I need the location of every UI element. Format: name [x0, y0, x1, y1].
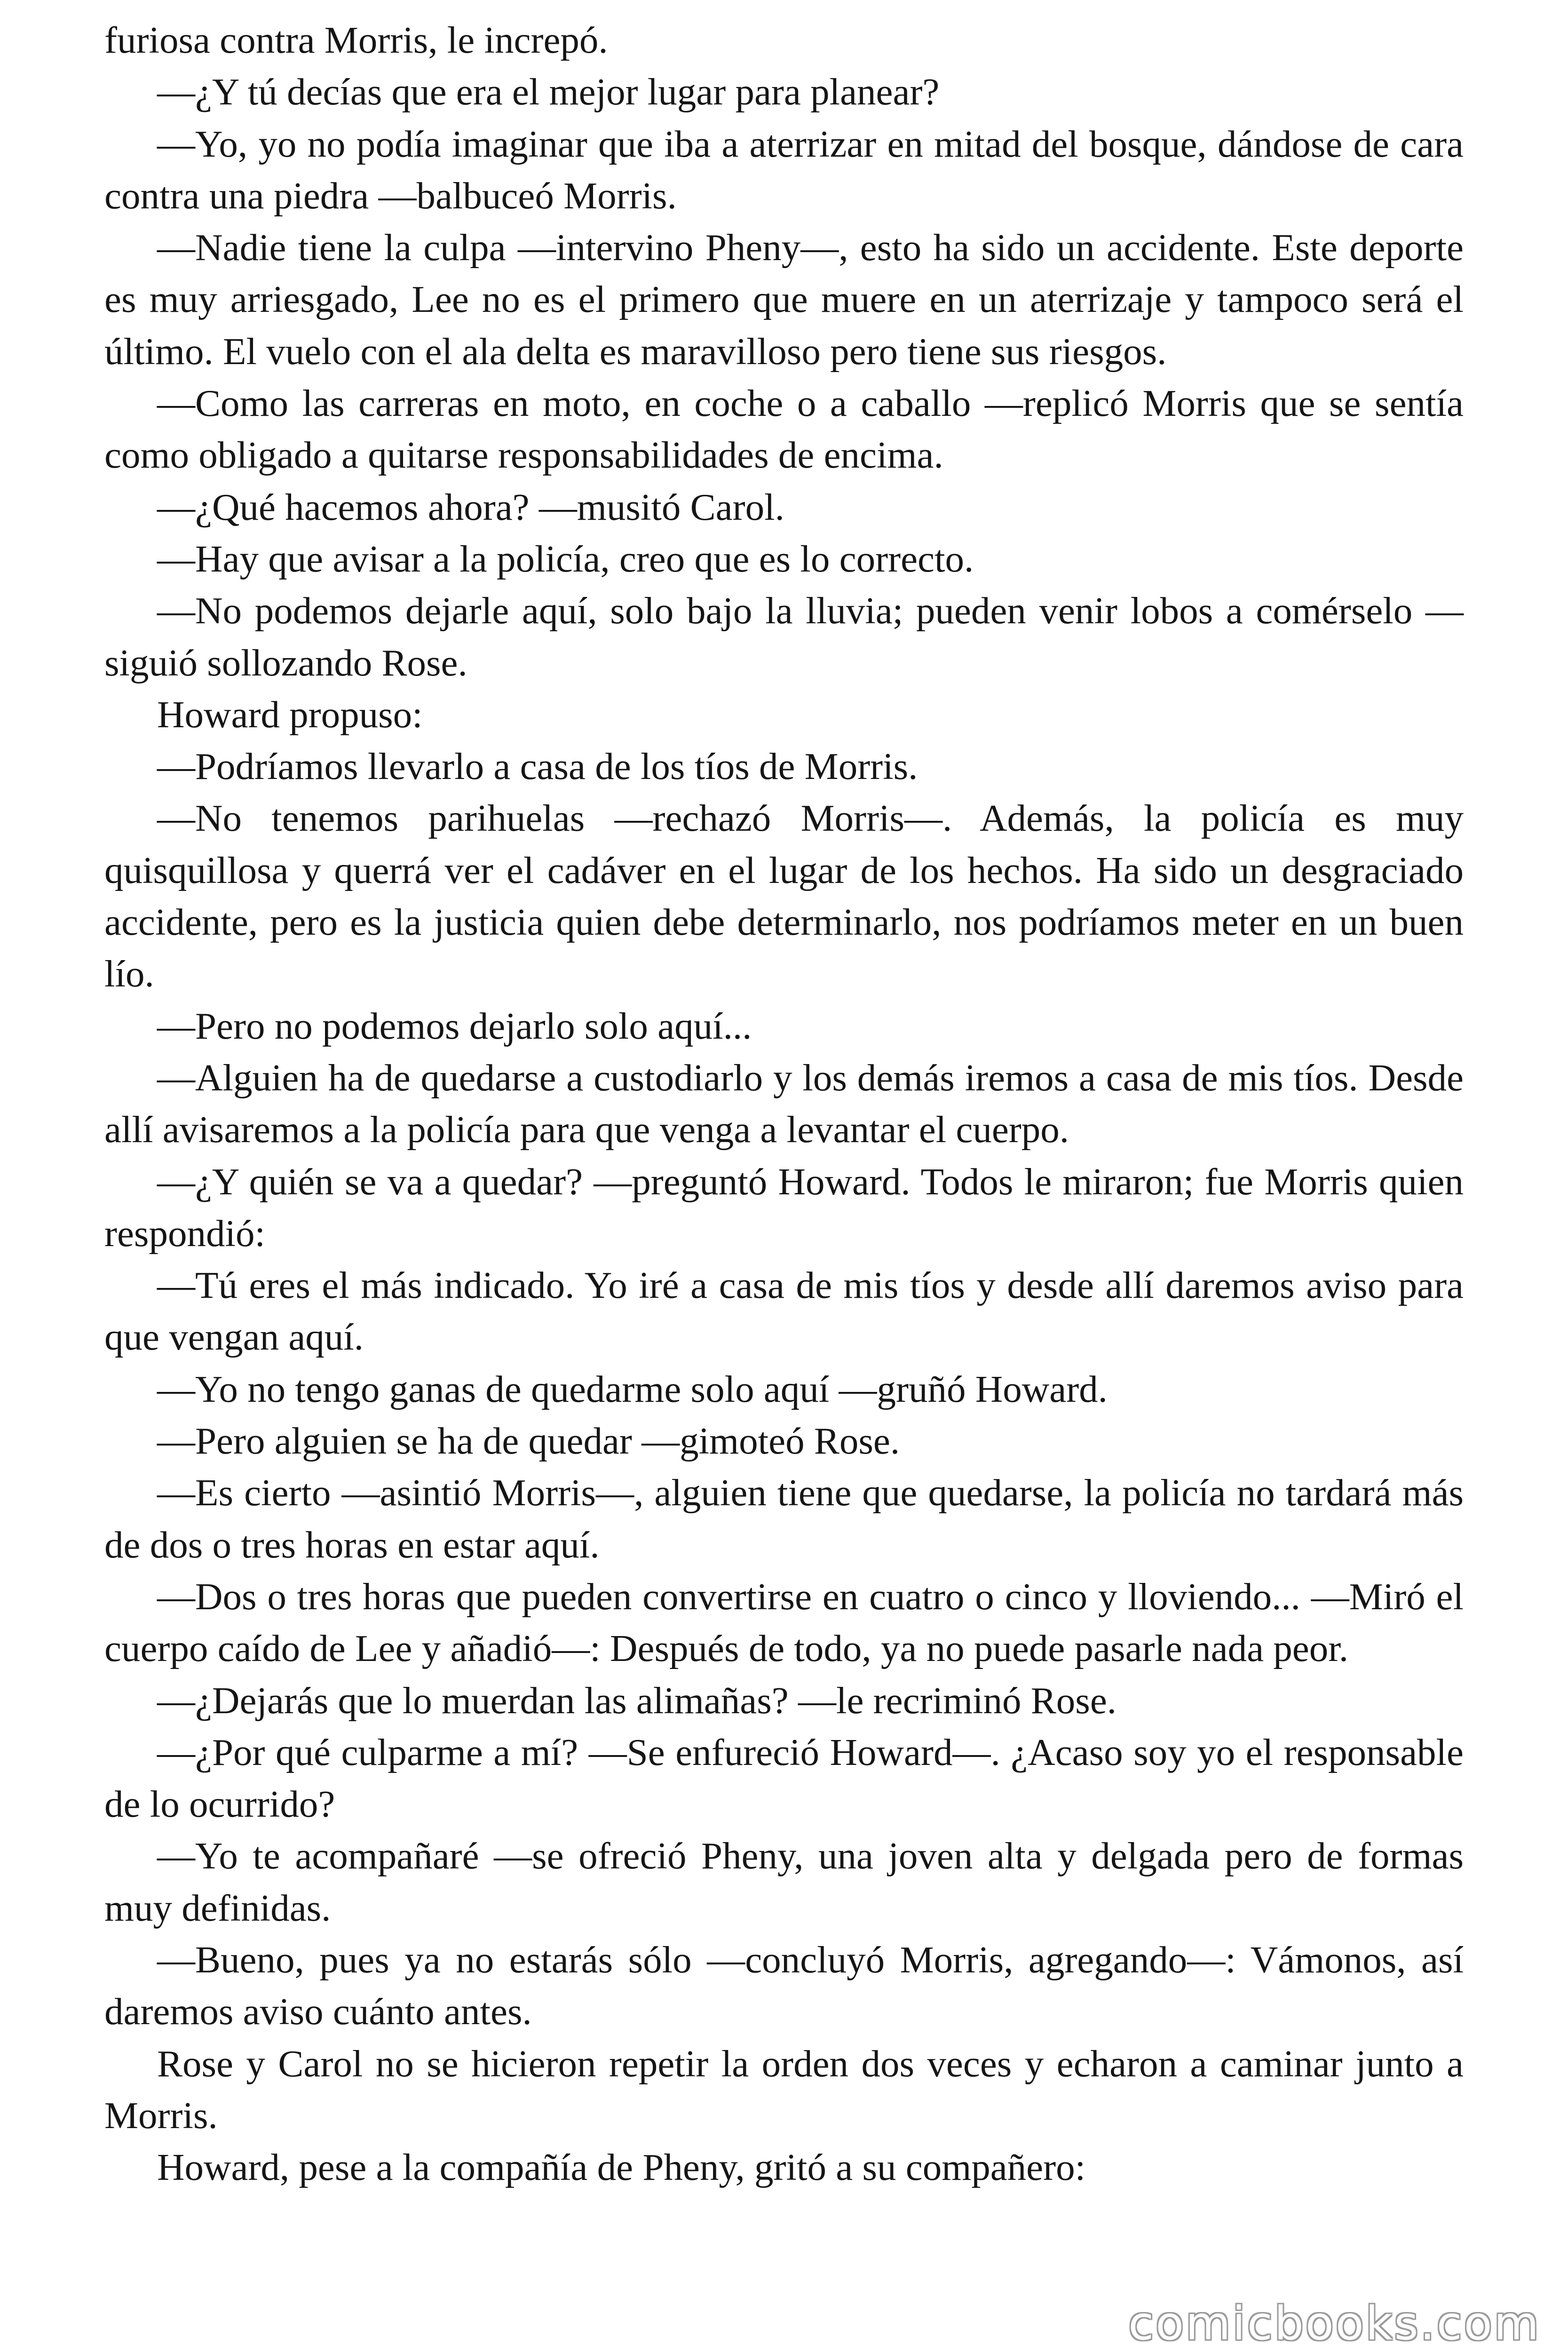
paragraph: —Dos o tres horas que pueden convertirse en cuatro o cinco y lloviendo... —Miró el cuerpo caído de Lee y añadió—: Después de todo, ya no puede pasarle nada peor.: [104, 1575, 1464, 1670]
paragraph: —No tenemos parihuelas —rechazó Morris—. Además, la policía es muy quisquillosa y querrá ver el cadáver en el lugar de los hechos. Ha sido un desgraciado accidente, pero es la justicia quien debe determinarlo, nos podríamos meter en un buen lío.: [104, 797, 1464, 995]
paragraph: —¿Y quién se va a quedar? —preguntó Howard. Todos le miraron; fue Morris quien respondió:: [104, 1160, 1464, 1255]
paragraph: —Como las carreras en moto, en coche o a caballo —replicó Morris que se sentía como obligado a quitarse responsabilidades de encima.: [104, 382, 1464, 477]
paragraph: —¿Dejarás que lo muerdan las alimañas? —le recriminó Rose.: [157, 1679, 1117, 1722]
paragraph: —Es cierto —asintió Morris—, alguien tiene que quedarse, la policía no tardará más de dos o tres horas en estar aquí.: [104, 1471, 1464, 1566]
paragraph: Howard propuso:: [157, 693, 423, 736]
paragraph: —¿Por qué culparme a mí? —Se enfureció Howard—. ¿Acaso soy yo el responsable de lo ocurrido?: [104, 1731, 1464, 1826]
paragraph: —Nadie tiene la culpa —intervino Pheny—, esto ha sido un accidente. Este deporte es muy arriesgado, Lee no es el primero que muere en un aterrizaje y tampoco será el último. El vuelo con el ala delta es maravilloso pero tiene sus riesgos.: [104, 226, 1464, 373]
paragraph: —No podemos dejarle aquí, solo bajo la lluvia; pueden venir lobos a comérselo —siguió sollozando Rose.: [104, 589, 1464, 684]
book-page: [104, 14, 1464, 2193]
paragraph: —Yo te acompañaré —se ofreció Pheny, una joven alta y delgada pero de formas muy definidas.: [104, 1835, 1464, 1929]
paragraph: —Yo no tengo ganas de quedarme solo aquí —gruñó Howard.: [157, 1367, 1108, 1410]
paragraph: —Bueno, pues ya no estarás sólo —concluyó Morris, agregando—: Vámonos, así daremos aviso cuánto antes.: [104, 1938, 1464, 2033]
paragraph: —Podríamos llevarlo a casa de los tíos de Morris.: [157, 745, 918, 788]
paragraph: —¿Y tú decías que era el mejor lugar para planear?: [157, 71, 940, 113]
paragraph: —Hay que avisar a la policía, creo que es lo correcto.: [157, 537, 974, 580]
watermark: comicbooks.com: [1128, 2297, 1541, 2351]
paragraph: —Tú eres el más indicado. Yo iré a casa de mis tíos y desde allí daremos aviso para que vengan aquí.: [104, 1264, 1464, 1359]
paragraph: —Pero alguien se ha de quedar —gimoteó Rose.: [157, 1420, 900, 1462]
paragraph: —¿Qué hacemos ahora? —musitó Carol.: [157, 485, 784, 528]
paragraph: —Alguien ha de quedarse a custodiarlo y los demás iremos a casa de mis tíos. Desde allí avisaremos a la policía para que venga a levantar el cuerpo.: [104, 1056, 1464, 1151]
paragraph-continuation: furiosa contra Morris, le increpó.: [104, 19, 608, 61]
paragraph: Howard, pese a la compañía de Pheny, gritó a su compañero:: [157, 2146, 1086, 2189]
paragraph: —Pero no podemos dejarlo solo aquí...: [157, 1004, 752, 1047]
paragraph: Rose y Carol no se hicieron repetir la orden dos veces y echaron a caminar junto a Morris.: [104, 2042, 1464, 2137]
paragraph: —Yo, yo no podía imaginar que iba a aterrizar en mitad del bosque, dándose de cara contra una piedra —balbuceó Morris.: [104, 122, 1464, 217]
